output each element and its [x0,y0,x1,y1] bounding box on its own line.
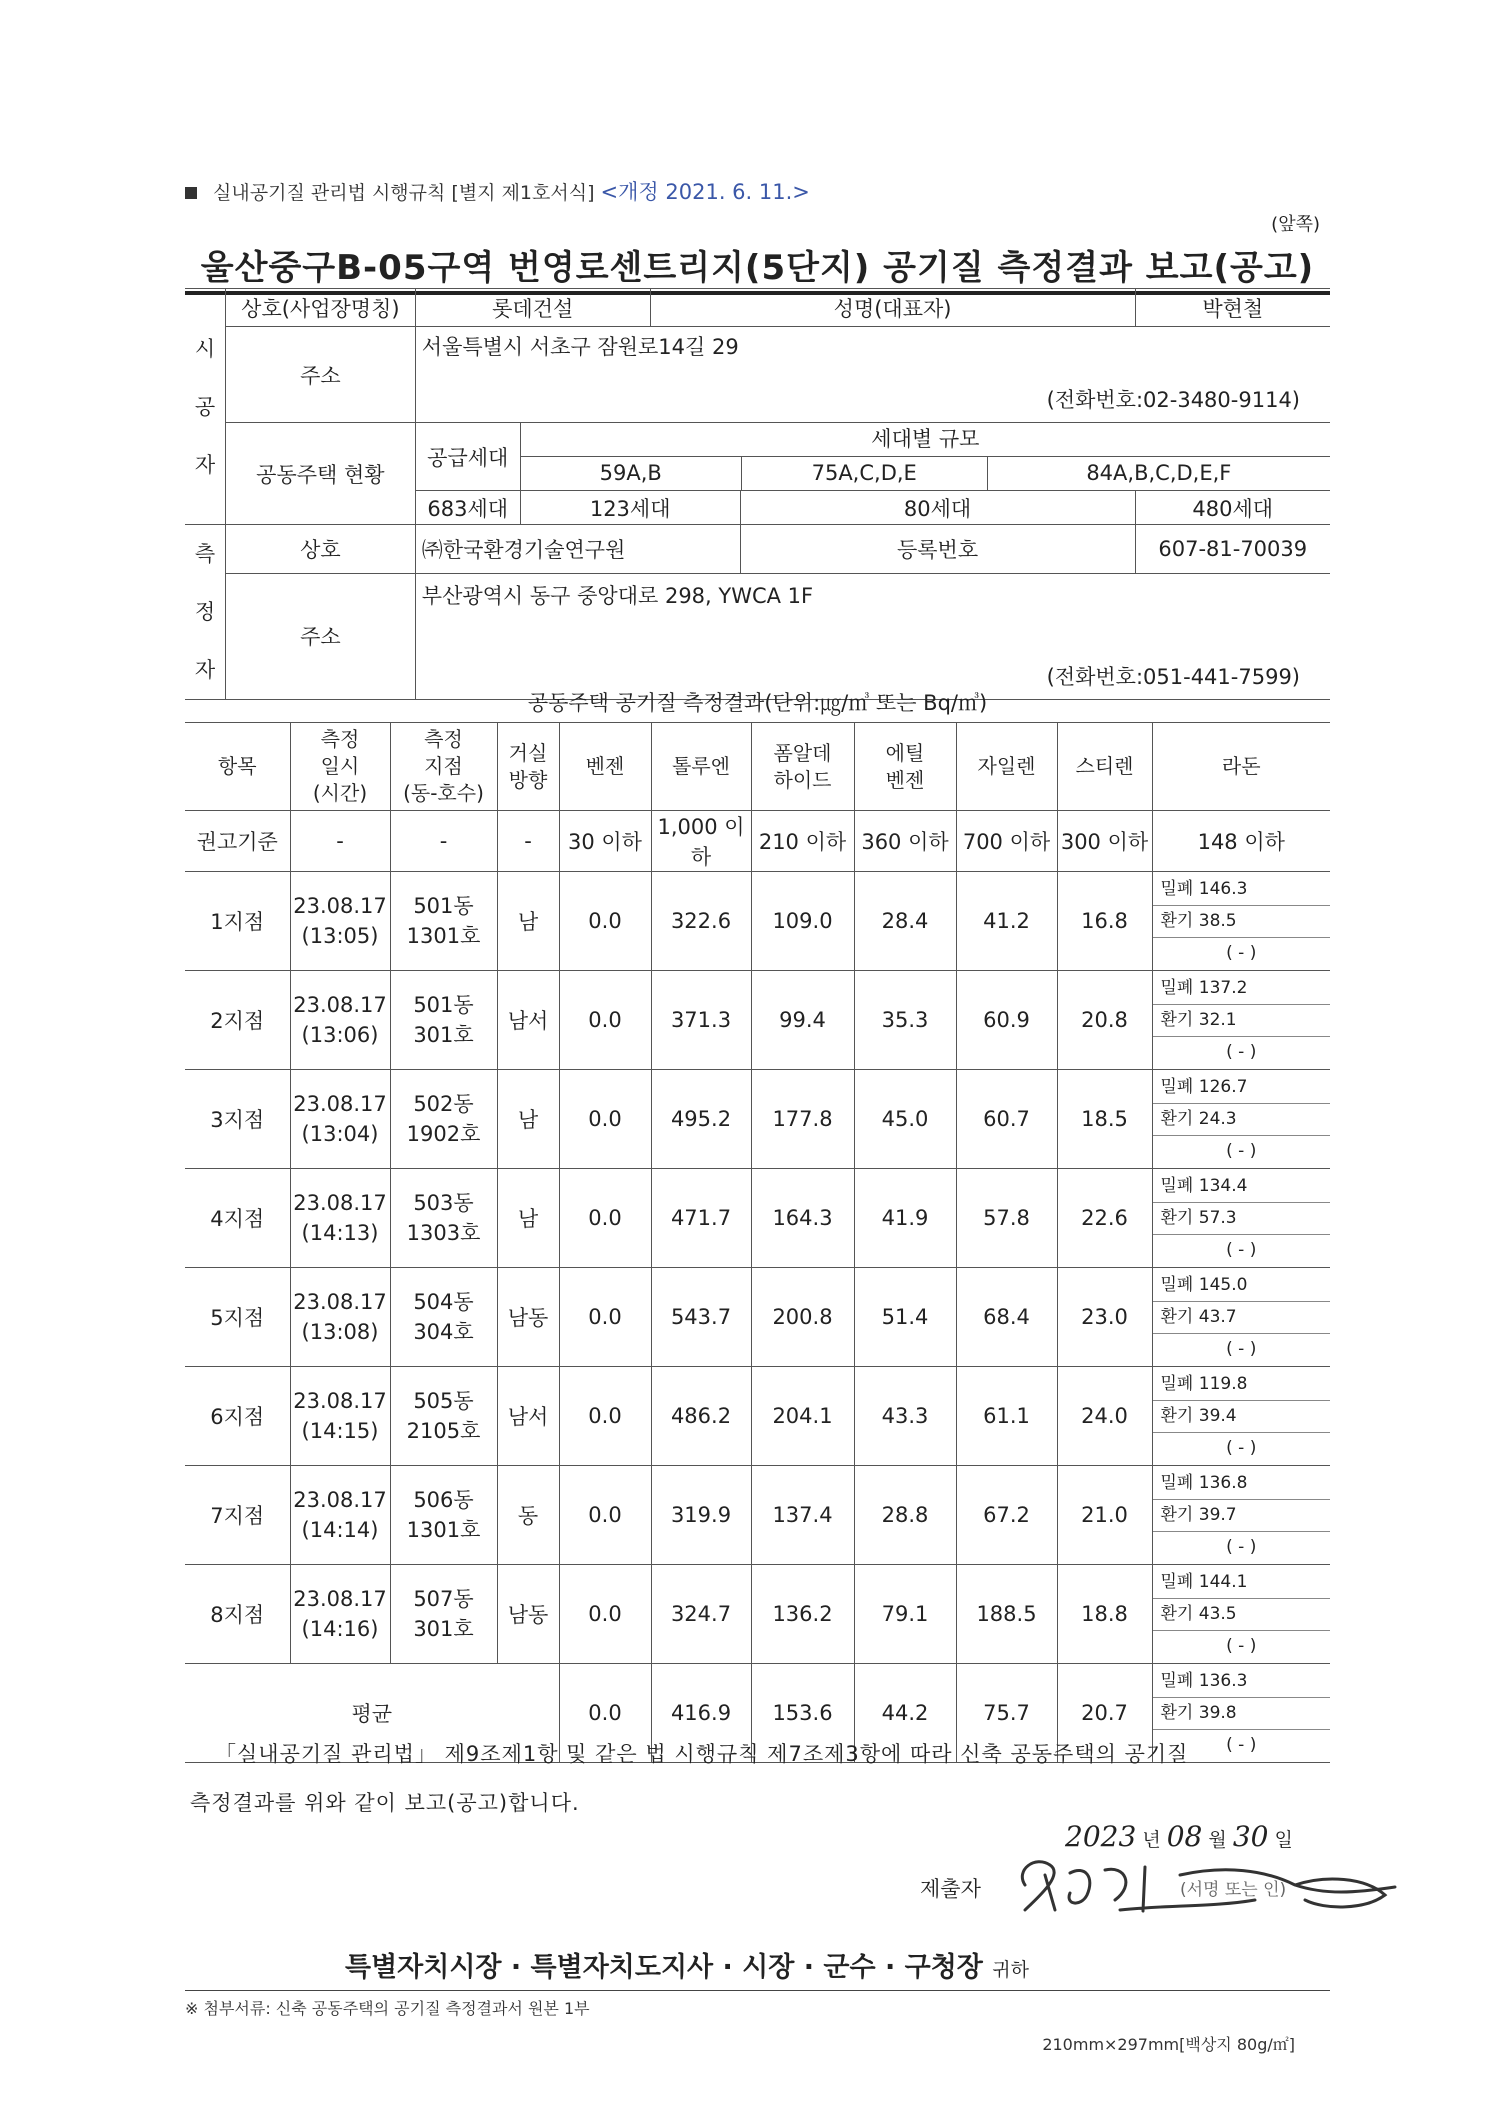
attachment-note: ※ 첨부서류: 신축 공동주택의 공기질 측정결과서 원본 1부 [185,1990,1330,2019]
result-row [185,872,1330,971]
radon-cell [1152,1367,1330,1466]
point-label: 8지점 [185,1565,290,1664]
average-styrene: 20.7 [1057,1664,1152,1763]
measure-location [390,1169,497,1268]
styrene-value: 23.0 [1057,1268,1152,1367]
styrene-value: 24.0 [1057,1367,1152,1466]
benzene-value: 0.0 [559,872,651,971]
measure-date: 23.08.17 [293,1191,387,1215]
column-header: 항목 [185,723,290,811]
benzene-value: 0.0 [559,1070,651,1169]
average-toluene: 416.9 [651,1664,751,1763]
radon-vent: 환기 38.5 [1153,906,1331,938]
xylene-value: 68.4 [956,1268,1057,1367]
supply-total: 683세대 [415,491,520,525]
radon-cell [1152,1466,1330,1565]
formaldehyde-value: 136.2 [751,1565,854,1664]
result-row [185,1565,1330,1664]
date-day: 30 [1232,1820,1269,1853]
ethylbenzene-value: 51.4 [854,1268,956,1367]
measure-date: 23.08.17 [293,1587,387,1611]
radon-closed: 밀폐 119.8 [1153,1369,1331,1401]
xylene-value: 41.2 [956,872,1057,971]
building: 502동 [413,1092,474,1116]
unit: 301호 [413,1617,474,1641]
constructor-address: 서울특별시 서초구 잠원로14길 29 [421,335,739,359]
result-row [185,1070,1330,1169]
unit-type-1: 59A,B [521,457,742,490]
unit-scale-label: 세대별 규모 [521,423,1330,457]
point-label: 7지점 [185,1466,290,1565]
standard-cell: 700 이하 [956,811,1057,872]
company-name-label: 상호(사업장명칭) [225,289,415,327]
unit: 2105호 [406,1419,481,1443]
constructor-phone: (전화번호:02-3480-9114) [1046,388,1300,412]
radon-closed: 밀폐 136.3 [1153,1666,1331,1698]
day-unit: 일 [1274,1829,1293,1851]
company-name: 롯데건설 [415,289,650,327]
unit-count-3: 480세대 [1135,491,1330,525]
column-header: 측정 지점 (동-호수) [390,723,497,811]
ethylbenzene-value: 45.0 [854,1070,956,1169]
measure-time: (14:14) [301,1518,379,1542]
sign-note: (서명 또는 인) [1180,1880,1287,1900]
standard-cell: 300 이하 [1057,811,1152,872]
toluene-value: 371.3 [651,971,751,1070]
living-direction: 동 [497,1466,559,1565]
column-header: 벤젠 [559,723,651,811]
unit: 1303호 [406,1221,481,1245]
results-table [185,722,1330,1763]
radon-cell [1152,1169,1330,1268]
living-direction: 남동 [497,1565,559,1664]
styrene-value: 18.8 [1057,1565,1152,1664]
ethylbenzene-value: 41.9 [854,1169,956,1268]
form-note: 실내공기질 관리법 시행규칙 [별지 제1호서식] [213,182,595,204]
addressee-suffix: 귀하 [992,1959,1029,1981]
radon-vent: 환기 24.3 [1153,1104,1331,1136]
measure-time: (13:05) [301,924,379,948]
styrene-value: 21.0 [1057,1466,1152,1565]
standard-row [185,811,1330,872]
measure-datetime [290,1466,390,1565]
radon-vent: 환기 43.5 [1153,1599,1331,1631]
point-label: 5지점 [185,1268,290,1367]
measurer-name: ㈜한국환경기술연구원 [415,525,740,574]
measure-date: 23.08.17 [293,894,387,918]
standard-cell: 360 이하 [854,811,956,872]
measure-time: (13:06) [301,1023,379,1047]
building: 506동 [413,1488,474,1512]
living-direction: 남 [497,872,559,971]
measure-datetime [290,971,390,1070]
ethylbenzene-value: 79.1 [854,1565,956,1664]
measure-location [390,872,497,971]
radon-other: ( - ) [1226,1338,1257,1359]
measure-datetime [290,872,390,971]
column-header: 자일렌 [956,723,1057,811]
measure-location [390,1565,497,1664]
xylene-value: 60.9 [956,971,1057,1070]
ethylbenzene-value: 28.8 [854,1466,956,1565]
page-title: 울산중구B-05구역 번영로센트리지(5단지) 공기질 측정결과 보고(공고) [185,240,1330,295]
point-label: 4지점 [185,1169,290,1268]
living-direction: 남서 [497,971,559,1070]
measurer-address: 부산광역시 동구 중앙대로 298, YWCA 1F [421,583,814,608]
living-direction: 남동 [497,1268,559,1367]
styrene-value: 18.5 [1057,1070,1152,1169]
radon-closed: 밀폐 126.7 [1153,1072,1331,1104]
square-bullet-icon [185,187,197,199]
measure-location [390,1070,497,1169]
ethylbenzene-value: 35.3 [854,971,956,1070]
radon-vent: 환기 39.7 [1153,1500,1331,1532]
constructor-address-label: 주소 [225,327,415,423]
radon-closed: 밀폐 144.1 [1153,1567,1331,1599]
building: 503동 [413,1191,474,1215]
radon-cell [1152,1070,1330,1169]
measurer-side-label: 측 정 자 [185,525,225,700]
average-formaldehyde: 153.6 [751,1664,854,1763]
radon-vent: 환기 39.8 [1153,1698,1331,1730]
result-row [185,1169,1330,1268]
result-row [185,1268,1330,1367]
measurer-phone: (전화번호:051-441-7599) [1046,665,1300,689]
standard-cell: 210 이하 [751,811,854,872]
measure-datetime [290,1070,390,1169]
toluene-value: 471.7 [651,1169,751,1268]
results-title: 공동주택 공기질 측정결과(단위:㎍/㎥ 또는 Bq/㎥) [527,691,988,715]
measure-location [390,1466,497,1565]
column-header: 에틸 벤젠 [854,723,956,811]
unit-type-2: 75A,C,D,E [742,457,988,490]
radon-other: ( - ) [1226,1437,1257,1458]
average-benzene: 0.0 [559,1664,651,1763]
measure-date: 23.08.17 [293,1092,387,1116]
month-unit: 월 [1208,1829,1227,1851]
living-direction: 남서 [497,1367,559,1466]
measure-time: (14:13) [301,1221,379,1245]
unit-count-2: 80세대 [740,491,1135,525]
representative-label: 성명(대표자) [650,289,1135,327]
measure-datetime [290,1367,390,1466]
styrene-value: 20.8 [1057,971,1152,1070]
point-label: 1지점 [185,872,290,971]
info-table [185,288,1330,700]
closing-line-2: 측정결과를 위와 같이 보고(공고)합니다. [190,1791,580,1815]
column-header: 라돈 [1152,723,1330,811]
year-unit: 년 [1142,1829,1161,1851]
result-row [185,1367,1330,1466]
formaldehyde-value: 177.8 [751,1070,854,1169]
unit: 304호 [413,1320,474,1344]
measure-date: 23.08.17 [293,1290,387,1314]
radon-vent: 환기 39.4 [1153,1401,1331,1433]
column-header: 거실 방향 [497,723,559,811]
radon-cell [1152,971,1330,1070]
styrene-value: 16.8 [1057,872,1152,971]
ethylbenzene-value: 28.4 [854,872,956,971]
average-xylene: 75.7 [956,1664,1057,1763]
measure-time: (13:04) [301,1122,379,1146]
radon-closed: 밀폐 146.3 [1153,874,1331,906]
building: 501동 [413,993,474,1017]
standard-cell: - [290,811,390,872]
radon-other: ( - ) [1226,1041,1257,1062]
registration-label: 등록번호 [740,525,1135,574]
radon-closed: 밀폐 136.8 [1153,1468,1331,1500]
radon-closed: 밀폐 134.4 [1153,1171,1331,1203]
xylene-value: 188.5 [956,1565,1057,1664]
formaldehyde-value: 204.1 [751,1367,854,1466]
measure-date: 23.08.17 [293,1389,387,1413]
measure-date: 23.08.17 [293,1488,387,1512]
unit: 1301호 [406,1518,481,1542]
constructor-side-label: 시 공 자 [185,289,225,525]
results-header-row [185,723,1330,811]
radon-closed: 밀폐 137.2 [1153,973,1331,1005]
measure-datetime [290,1268,390,1367]
housing-status-label: 공동주택 현황 [225,423,415,525]
date-year: 2023 [1065,1820,1137,1853]
radon-cell [1152,872,1330,971]
form-reference [185,176,810,206]
point-label: 2지점 [185,971,290,1070]
formaldehyde-value: 109.0 [751,872,854,971]
result-row [185,1466,1330,1565]
radon-other: ( - ) [1226,1734,1257,1755]
styrene-value: 22.6 [1057,1169,1152,1268]
radon-other: ( - ) [1226,1239,1257,1260]
closing-line-1: 「실내공기질 관리법」 제9조제1항 및 같은 법 시행규칙 제7조제3항에 따라 신축 공동주택의 공기질 [215,1742,1189,1766]
radon-cell [1152,1565,1330,1664]
column-header: 측정 일시 (시간) [290,723,390,811]
xylene-value: 60.7 [956,1070,1057,1169]
point-label: 6지점 [185,1367,290,1466]
submitter-label: 제출자 [920,1877,981,1901]
formaldehyde-value: 164.3 [751,1169,854,1268]
measure-time: (14:15) [301,1419,379,1443]
constructor-address-cell [415,327,1330,423]
toluene-value: 543.7 [651,1268,751,1367]
date-month: 08 [1166,1820,1203,1853]
unit: 1902호 [406,1122,481,1146]
paper-spec: 210mm×297mm[백상지 80g/㎡] [1042,2035,1295,2054]
measure-time: (13:08) [301,1320,379,1344]
revision-note: <개정 2021. 6. 11.> [600,180,810,204]
measure-location [390,1367,497,1466]
measure-datetime [290,1565,390,1664]
unit-scale-block [520,423,1330,491]
standard-cell: 30 이하 [559,811,651,872]
building: 507동 [413,1587,474,1611]
standard-cell: 148 이하 [1152,811,1330,872]
toluene-value: 495.2 [651,1070,751,1169]
measure-date: 23.08.17 [293,993,387,1017]
standard-cell: - [497,811,559,872]
benzene-value: 0.0 [559,1169,651,1268]
radon-vent: 환기 43.7 [1153,1302,1331,1334]
living-direction: 남 [497,1169,559,1268]
unit: 301호 [413,1023,474,1047]
toluene-value: 324.7 [651,1565,751,1664]
measure-datetime [290,1169,390,1268]
toluene-value: 486.2 [651,1367,751,1466]
radon-vent: 환기 57.3 [1153,1203,1331,1235]
unit: 1301호 [406,924,481,948]
measurer-name-label: 상호 [225,525,415,574]
radon-other: ( - ) [1226,1635,1257,1656]
standard-cell: 1,000 이하 [651,811,751,872]
measurer-address-cell [415,573,1330,699]
column-header: 톨루엔 [651,723,751,811]
column-header: 폼알데 하이드 [751,723,854,811]
benzene-value: 0.0 [559,1367,651,1466]
point-label: 3지점 [185,1070,290,1169]
toluene-value: 322.6 [651,872,751,971]
radon-cell [1152,1268,1330,1367]
measure-location [390,971,497,1070]
unit-type-3: 84A,B,C,D,E,F [1086,461,1232,485]
xylene-value: 67.2 [956,1466,1057,1565]
ethylbenzene-value: 43.3 [854,1367,956,1466]
building: 504동 [413,1290,474,1314]
measure-time: (14:16) [301,1617,379,1641]
measurer-address-label: 주소 [225,573,415,699]
radon-other: ( - ) [1226,1140,1257,1161]
formaldehyde-value: 200.8 [751,1268,854,1367]
building: 505동 [413,1389,474,1413]
addressee-text: 특별자치시장 · 특별자치도지사 · 시장 · 군수 · 구청장 [345,1952,983,1983]
standard-cell: 권고기준 [185,811,290,872]
building: 501동 [413,894,474,918]
measure-location [390,1268,497,1367]
supply-units-label: 공급세대 [415,423,520,491]
formaldehyde-value: 99.4 [751,971,854,1070]
unit-count-1: 123세대 [520,491,740,525]
average-label: 평균 [185,1664,559,1763]
radon-closed: 밀폐 145.0 [1153,1270,1331,1302]
representative-name: 박현철 [1135,289,1330,327]
xylene-value: 57.8 [956,1169,1057,1268]
column-header: 스티렌 [1057,723,1152,811]
benzene-value: 0.0 [559,1268,651,1367]
result-row [185,971,1330,1070]
addressee [345,1945,1029,1984]
radon-other: ( - ) [1226,942,1257,963]
toluene-value: 319.9 [651,1466,751,1565]
benzene-value: 0.0 [559,1565,651,1664]
radon-other: ( - ) [1226,1536,1257,1557]
benzene-value: 0.0 [559,1466,651,1565]
radon-vent: 환기 32.1 [1153,1005,1331,1037]
standard-cell: - [390,811,497,872]
benzene-value: 0.0 [559,971,651,1070]
average-ethylbenzene: 44.2 [854,1664,956,1763]
formaldehyde-value: 137.4 [751,1466,854,1565]
registration-number: 607-81-70039 [1135,525,1330,574]
living-direction: 남 [497,1070,559,1169]
front-side-label: (앞쪽) [1271,214,1320,235]
xylene-value: 61.1 [956,1367,1057,1466]
